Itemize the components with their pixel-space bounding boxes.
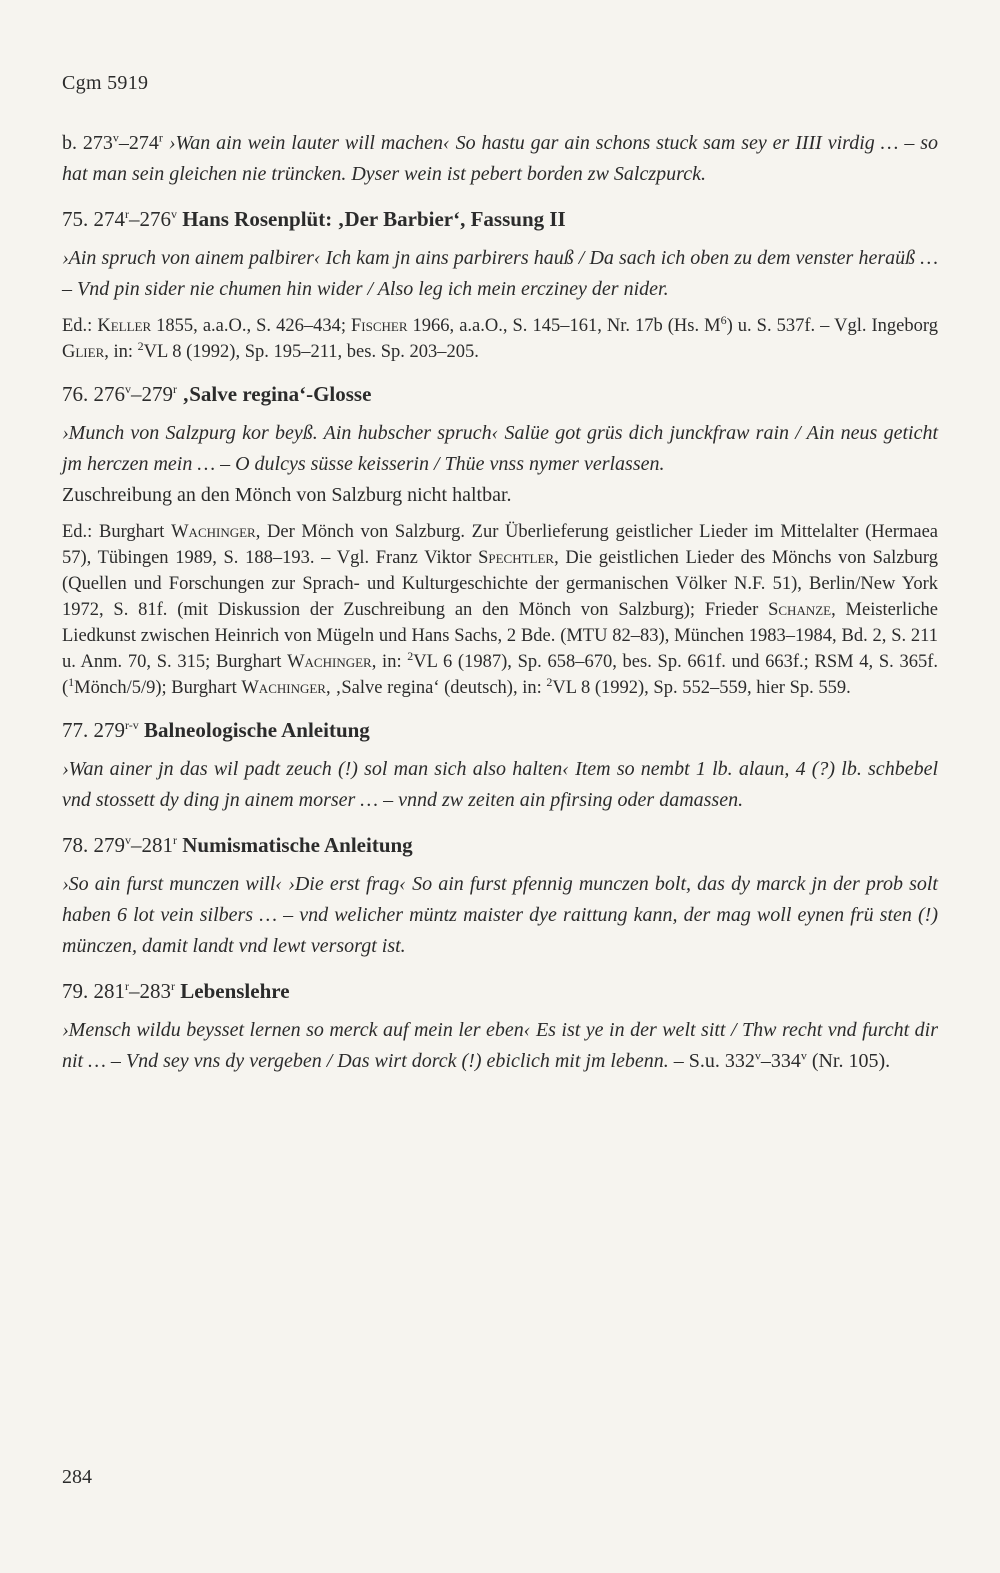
entry-title: Lebenslehre (175, 979, 290, 1003)
entry-title: ‚Salve regina‘-Glosse (177, 382, 372, 406)
catalog-body (62, 128, 938, 1077)
incipit-77: ›Wan ainer jn das wil padt zeuch (!) sol man sich also halten‹ Item so nembt 1 lb. alaun, 4 (?) lb. schbebel vnd stossett dy ding jn ainem morser … – vnnd zw zeiten ain pfirsing oder damassen. (62, 758, 938, 811)
entry-heading-78: 78. 279$^v$–281$^r$ Numismatische Anleitung (62, 833, 413, 857)
entry-title: Balneologische Anleitung (138, 718, 370, 742)
running-head: Cgm 5919 (62, 72, 149, 94)
incipit: ›Wan ain wein lauter will machen‹ So hastu gar ain schons stuck sam sey er IIII virdig … – so hat man sein gleichen nie trüncken. Dyser wein ist pebert borden zw Salczpurck. (62, 132, 938, 185)
entry-heading-76: 76. 276$^v$–279$^r$ ‚Salve regina‘-Glosse (62, 382, 372, 406)
entry-heading-77: 77. 279$^{r-v}$ Balneologische Anleitung (62, 718, 370, 742)
edition-note-75: Ed.: Keller 1855, a.a.O., S. 426–434; Fischer 1966, a.a.O., S. 145–161, Nr. 17b (Hs. $M^6$) u. S. 537f. – Vgl. Ingeborg Glier, in: $^2$VL 8 (1992), Sp. 195–211, bes. Sp. 203–205. (62, 312, 938, 362)
entry-title: Numismatische Anleitung (177, 833, 413, 857)
entry-heading-79: 79. 281$^r$–283$^r$ Lebenslehre (62, 979, 290, 1003)
entry-heading-75: 75. 274$^r$–276$^v$ Hans Rosenplüt: ‚Der Barbier‘, Fassung II (62, 207, 566, 231)
incipit-79: ›Mensch wildu beysset lernen so merck auf mein ler eben‹ Es ist ye in der welt sitt / Thw recht vnd furcht dir nit … – Vnd sey vns dy vergeben / Das wirt dorck (!) ebiclich mit jm lebenn. – S.u. 332$^v$–334$^v$ (Nr. 105). (62, 1019, 938, 1072)
incipit-76: ›Munch von Salzpurg kor beyß. Ain hubscher spruch‹ Salüe got grüs dich junckfraw rain / Ain neus geticht jm herczen mein … – O dulcys süsse keisserin / Thüe vnss nymer verlassen. (62, 422, 938, 475)
cross-reference: – S.u. 332 (668, 1050, 755, 1072)
attribution-note-76: Zuschreibung an den Mönch von Salzburg nicht haltbar. (62, 484, 512, 506)
edition-note-76: Ed.: Burghart Wachinger, Der Mönch von Salzburg. Zur Überlieferung geistlicher Lieder im Mittelalter (Hermaea 57), Tübingen 1989, S. 188–193. – Vgl. Franz Viktor Spechtler, Die geistlichen Lieder des Mönchs von Salzburg (Quellen und Forschungen zur Sprach- und Kulturgeschichte der germanischen Völker N.F. 51), Berlin/New York 1972, S. 81f. (mit Diskussion der Zuschreibung an den Mönch von Salzburg); Frieder Schanze, Meisterliche Liedkunst zwischen Heinrich von Mügeln und Hans Sachs, 2 Bde. (MTU 82–83), München 1983–1984, Bd. 2, S. 211 u. Anm. 70, S. 315; Burghart Wachinger, in: $^2$VL 6 (1987), Sp. 658–670, bes. Sp. 661f. und 663f.; RSM 4, S. 365f. ($^1$Mönch/5/9); Burghart Wachinger, ‚Salve regina‘ (deutsch), in: $^2$VL 8 (1992), Sp. 552–559, hier Sp. 559. (62, 522, 938, 698)
page-number: 284 (62, 1466, 92, 1488)
entry-b: b. 273$^v$–274$^r$ ›Wan ain wein lauter will machen‹ So hastu gar ain schons stuck sam sey er IIII virdig … – so hat man sein gleichen nie trüncken. Dyser wein ist pebert borden zw Salczpurck. (62, 130, 938, 185)
incipit-78: ›So ain furst munczen will‹ ›Die erst frag‹ So ain furst pfennig munczen bolt, das dy marck jn der prob solt haben 6 lot vein silbers … – vnd welicher müntz maister dye raittung kann, der mag woll eynen frü sten (!) münczen, damit landt vnd lewt versorgt ist. (62, 873, 938, 957)
incipit-75: ›Ain spruch von ainem palbirer‹ Ich kam jn ains parbirers hauß / Da sach ich oben zu dem venster heraüß … – Vnd pin sider nie chumen hin wider / Also leg ich mein ercziney der nider. (62, 247, 938, 300)
folio: b. 273 (62, 132, 113, 154)
entry-title: Hans Rosenplüt: ‚Der Barbier‘, Fassung II (177, 207, 566, 231)
